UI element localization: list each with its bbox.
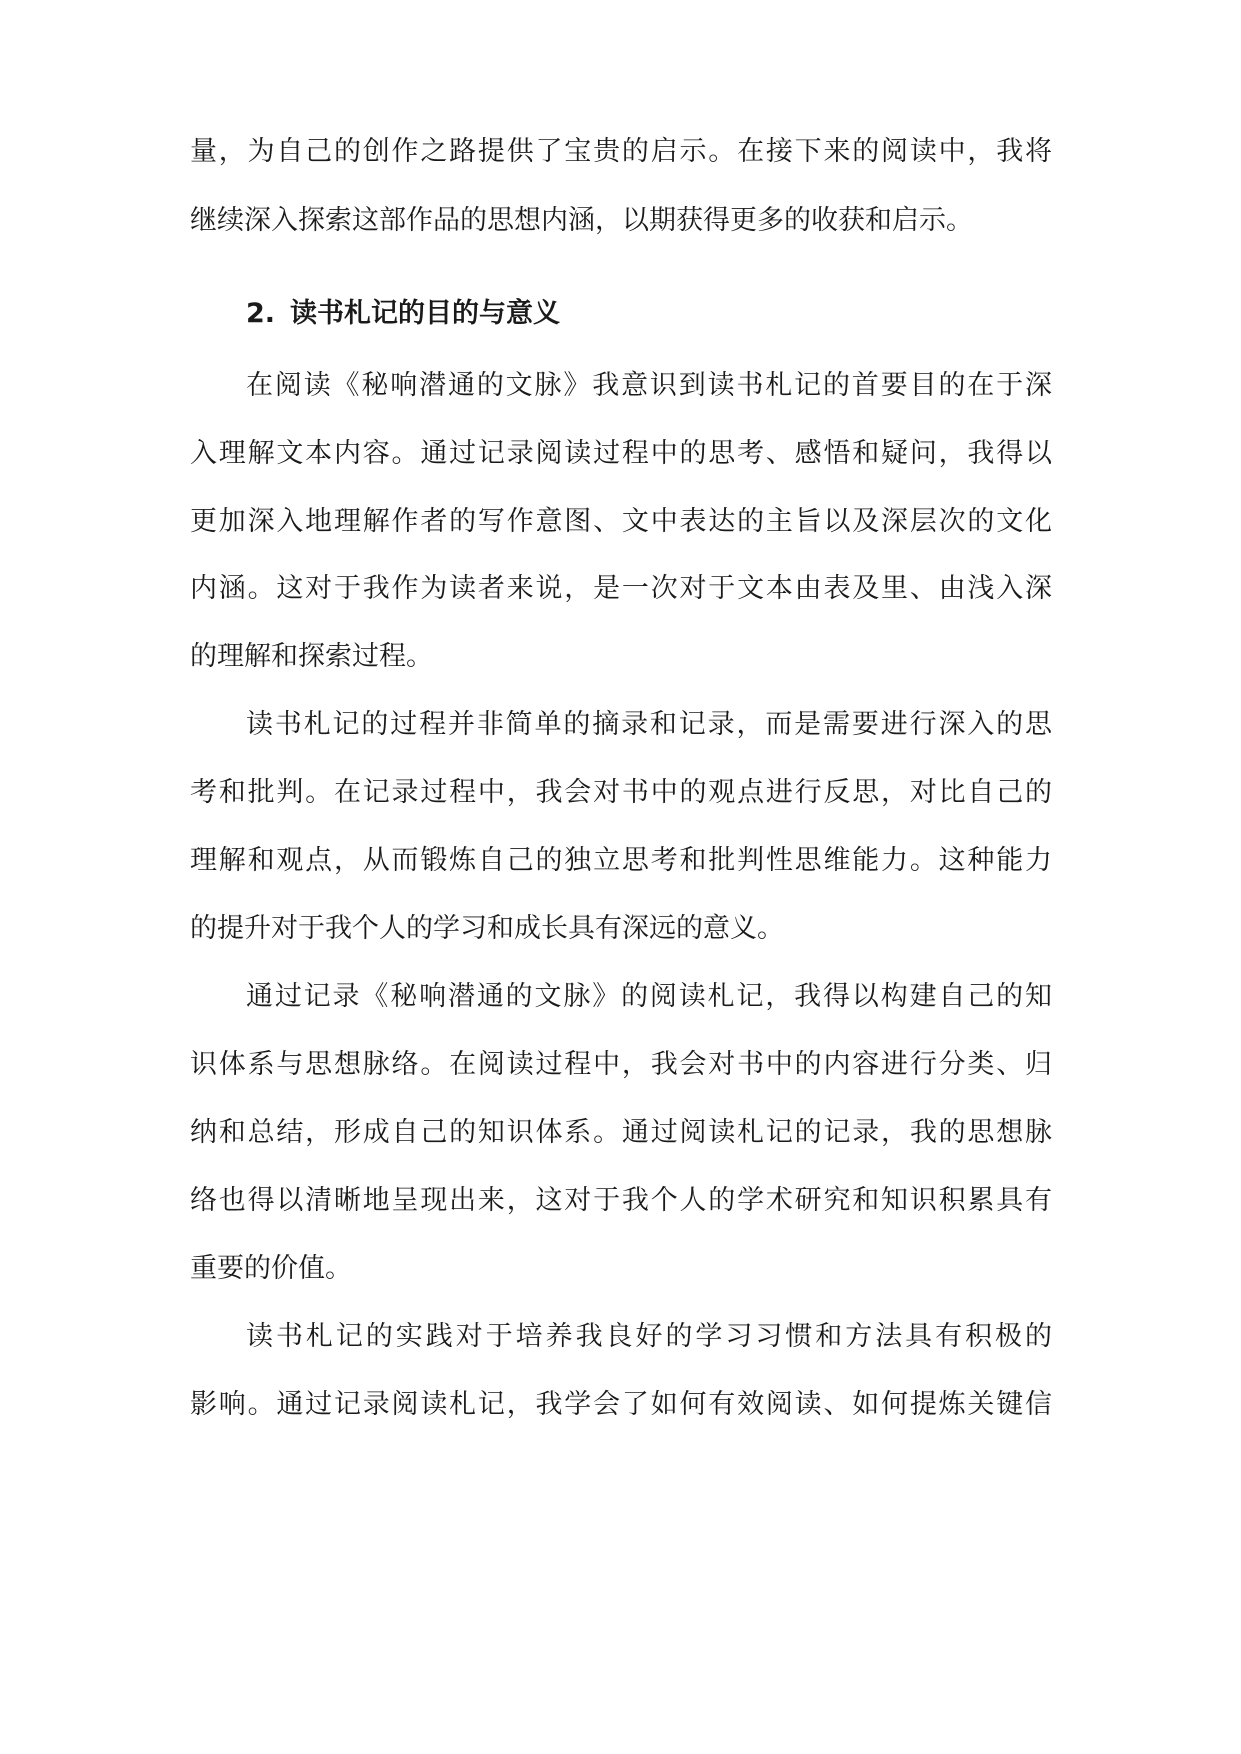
paragraph-line: 重要的价值。 [190, 1253, 352, 1284]
section-number: 2. [246, 298, 276, 329]
paragraph-line: 内涵。这对于我作为读者来说，是一次对于文本由表及里、由浅入深 [190, 573, 1052, 604]
paragraph-line: 理解和观点，从而锻炼自己的独立思考和批判性思维能力。这种能力 [190, 845, 1052, 876]
paragraph-line: 纳和总结，形成自己的知识体系。通过阅读札记的记录，我的思想脉 [190, 1117, 1052, 1148]
paragraph-line: 更加深入地理解作者的写作意图、文中表达的主旨以及深层次的文化 [190, 506, 1052, 537]
paragraph-line: 读书札记的过程并非简单的摘录和记录，而是需要进行深入的思 [246, 709, 1052, 740]
paragraph-line: 络也得以清晰地呈现出来，这对于我个人的学术研究和知识积累具有 [190, 1185, 1052, 1216]
section-title: 读书札记的目的与意义 [290, 298, 560, 329]
continuation-line: 量，为自己的创作之路提供了宝贵的启示。在接下来的阅读中，我将 [190, 136, 1052, 167]
paragraph-line: 的提升对于我个人的学习和成长具有深远的意义。 [190, 913, 784, 944]
paragraph-line: 识体系与思想脉络。在阅读过程中，我会对书中的内容进行分类、归 [190, 1049, 1052, 1080]
paragraph-line: 通过记录《秘响潜通的文脉》的阅读札记，我得以构建自己的知 [246, 981, 1052, 1012]
paragraph-line: 入理解文本内容。通过记录阅读过程中的思考、感悟和疑问，我得以 [190, 438, 1052, 469]
paragraph-line: 读书札记的实践对于培养我良好的学习习惯和方法具有积极的 [246, 1321, 1052, 1352]
paragraph-line: 影响。通过记录阅读札记，我学会了如何有效阅读、如何提炼关键信 [190, 1389, 1052, 1420]
paragraph-line: 的理解和探索过程。 [190, 641, 433, 672]
continuation-line: 继续深入探索这部作品的思想内涵，以期获得更多的收获和启示。 [190, 205, 973, 236]
paragraph-line: 在阅读《秘响潜通的文脉》我意识到读书札记的首要目的在于深 [246, 370, 1052, 401]
paragraph-line: 考和批判。在记录过程中，我会对书中的观点进行反思，对比自己的 [190, 777, 1052, 808]
section-heading [246, 294, 560, 334]
